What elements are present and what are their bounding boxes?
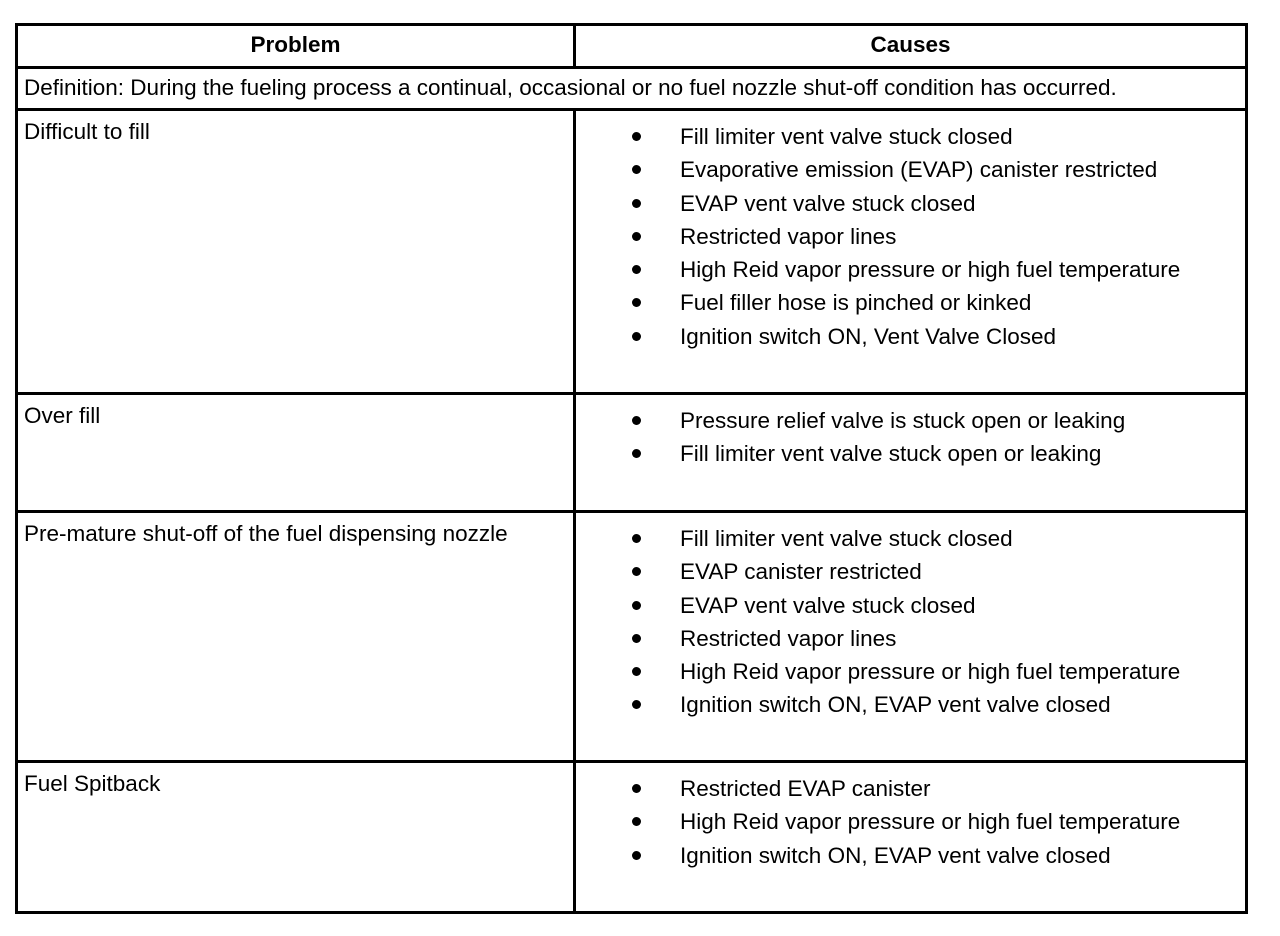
cause-text: Pressure relief valve is stuck open or leaking	[680, 408, 1126, 433]
cause-item	[576, 320, 1245, 353]
problem-cell: Fuel Spitback	[15, 760, 576, 914]
cause-text: EVAP vent valve stuck closed	[680, 592, 976, 618]
bullet-icon	[632, 700, 641, 709]
cause-item	[576, 120, 1245, 153]
definition-row: Definition: During the fueling process a continual, occasional or no fuel nozzle shut-off condition has occurred.	[15, 66, 1248, 111]
causes-list	[576, 763, 1245, 872]
cause-item	[576, 655, 1245, 688]
cause-text: Evaporative emission (EVAP) canister restricted	[680, 157, 1158, 183]
causes-list	[576, 395, 1245, 471]
bullet-icon	[632, 298, 641, 307]
cause-text: High Reid vapor pressure or high fuel temperature	[680, 659, 1181, 685]
bullet-icon	[632, 449, 641, 458]
cause-item	[576, 622, 1245, 655]
causes-list	[576, 111, 1245, 353]
cause-text: High Reid vapor pressure or high fuel temperature	[680, 809, 1181, 835]
bullet-icon	[632, 332, 641, 341]
bullet-icon	[632, 851, 641, 860]
bullet-icon	[632, 199, 641, 208]
causes-cell	[573, 392, 1248, 513]
cause-text: EVAP canister restricted	[680, 559, 922, 585]
cause-item	[576, 153, 1245, 186]
problem-cell: Difficult to fill	[15, 108, 576, 395]
cause-item	[576, 522, 1245, 555]
bullet-icon	[632, 601, 641, 610]
bullet-icon	[632, 265, 641, 274]
bullet-icon	[632, 817, 641, 826]
cause-item	[576, 805, 1245, 838]
bullet-icon	[632, 232, 641, 241]
causes-cell	[573, 108, 1248, 395]
cause-text: Fill limiter vent valve stuck open or leaking	[680, 441, 1102, 467]
cause-text: EVAP vent valve stuck closed	[680, 190, 976, 216]
bullet-icon	[632, 567, 641, 576]
bullet-icon	[632, 132, 641, 141]
bullet-icon	[632, 165, 641, 174]
cause-text: High Reid vapor pressure or high fuel temperature	[680, 257, 1181, 283]
cause-text: Ignition switch ON, Vent Valve Closed	[680, 323, 1057, 349]
problem-cell: Over fill	[15, 392, 576, 513]
bullet-icon	[632, 634, 641, 643]
bullet-icon	[632, 784, 641, 793]
causes-list	[576, 513, 1245, 722]
cause-text: Ignition switch ON, EVAP vent valve closed	[680, 842, 1111, 868]
cause-item	[576, 555, 1245, 588]
cause-text: Restricted vapor lines	[680, 625, 897, 651]
cause-text: Fill limiter vent valve stuck closed	[680, 124, 1013, 149]
cause-item	[576, 404, 1245, 437]
header-problem: Problem	[15, 23, 576, 69]
cause-text: Fill limiter vent valve stuck closed	[680, 526, 1013, 551]
cause-item	[576, 589, 1245, 622]
header-causes: Causes	[573, 23, 1248, 69]
cause-text: Ignition switch ON, EVAP vent valve closed	[680, 692, 1111, 718]
cause-item	[576, 437, 1245, 470]
cause-item	[576, 220, 1245, 253]
causes-cell	[573, 510, 1248, 763]
problem-cell: Pre-mature shut-off of the fuel dispensing nozzle	[15, 510, 576, 763]
bullet-icon	[632, 416, 641, 425]
bullet-icon	[632, 534, 641, 543]
cause-text: Restricted EVAP canister	[680, 776, 931, 801]
cause-item	[576, 187, 1245, 220]
cause-item	[576, 253, 1245, 286]
bullet-icon	[632, 667, 641, 676]
cause-item	[576, 688, 1245, 721]
cause-text: Fuel filler hose is pinched or kinked	[680, 290, 1032, 316]
cause-item	[576, 772, 1245, 805]
cause-text: Restricted vapor lines	[680, 223, 897, 249]
cause-item	[576, 286, 1245, 319]
causes-cell	[573, 760, 1248, 914]
cause-item	[576, 839, 1245, 872]
